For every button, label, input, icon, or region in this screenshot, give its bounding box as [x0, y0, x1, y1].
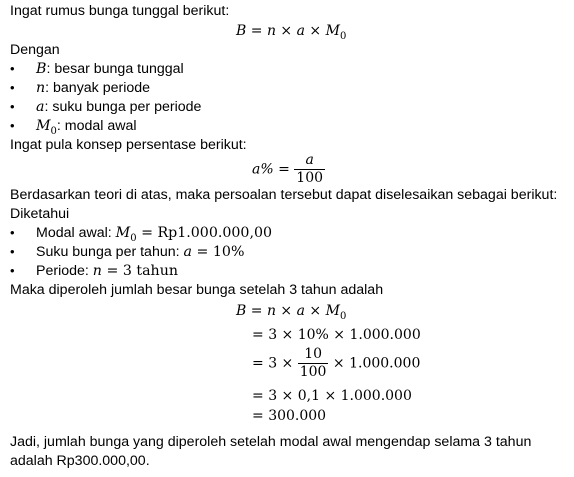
list-item: • $M_0$: modal awal: [10, 118, 137, 137]
bullet-icon: •: [10, 61, 15, 76]
formula-bunga: $B = n \times a \times M_0$: [236, 23, 347, 42]
calc-row-1: $B = n \times a \times M_0$: [236, 303, 347, 322]
bullet-icon: •: [10, 263, 15, 278]
conclusion-line-1: Jadi, jumlah bunga yang diperoleh setelah modal awal mengendap selama 3 tahun: [10, 434, 532, 450]
bullet-icon: •: [10, 118, 15, 133]
list-item: • n: banyak periode: [10, 80, 151, 96]
calc-intro: Maka diperoleh jumlah besar bunga setelah 3 tahun adalah: [10, 282, 384, 298]
calc-row-4: = 3 × 0,1 × 1.000.000: [252, 388, 412, 404]
bullet-icon: •: [10, 99, 15, 114]
formula-persen: a% = $\frac{a}{100}$: [252, 152, 324, 186]
list-item: • B: besar bunga tunggal: [10, 61, 184, 77]
persen-line: Ingat pula konsep persentase berikut:: [10, 137, 247, 153]
list-item: • Modal awal: $M_0 = Rp1.000.000,00$: [10, 225, 273, 244]
diketahui-label: Diketahui: [10, 206, 70, 222]
dengan-label: Dengan: [10, 42, 60, 58]
intro-line: Ingat rumus bunga tunggal berikut:: [10, 3, 230, 19]
bullet-icon: •: [10, 225, 15, 240]
bullet-icon: •: [10, 80, 15, 95]
bullet-icon: •: [10, 244, 15, 259]
calc-row-5: = 300.000: [252, 408, 327, 424]
list-item: • a: suku bunga per periode: [10, 99, 202, 115]
list-item: • Periode: n = 3 tahun: [10, 263, 178, 279]
conclusion-line-2: adalah Rp300.000,00.: [10, 453, 150, 469]
list-item: • Suku bunga per tahun: a = 10%: [10, 244, 245, 260]
calc-row-3: = 3 × $\frac{10}{100}$ × 1.000.000: [252, 346, 421, 380]
diketahui-intro: Berdasarkan teori di atas, maka persoalan tersebut dapat diselesaikan sebagai berikut:: [10, 187, 558, 203]
fraction: $\frac{a}{100}$: [296, 152, 324, 186]
calc-row-2: = 3 × 10% × 1.000.000: [252, 327, 421, 343]
fraction: $\frac{10}{100}$: [299, 346, 327, 380]
